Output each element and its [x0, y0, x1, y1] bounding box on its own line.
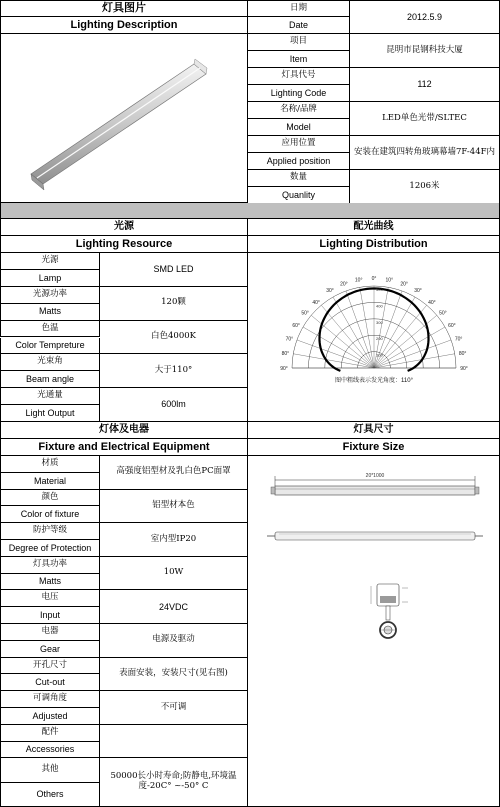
fixture-label-zh: 颜色	[0, 490, 100, 507]
distribution-title-en: Lighting Distribution	[248, 236, 500, 253]
polar-angle-label: 10°	[354, 277, 362, 284]
fixture-label-en: Accessories	[0, 742, 100, 759]
resource-label-zh: 光源	[0, 253, 100, 270]
resource-label-en: Color Tempreture	[0, 338, 100, 355]
resource-label-en: Light Output	[0, 405, 100, 422]
info-value: 1206米	[350, 170, 500, 204]
led-bar-image	[1, 34, 247, 202]
fixture-value: 24VDC	[100, 590, 248, 624]
resource-label-zh: 光通量	[0, 388, 100, 405]
photo-title-zh: 灯具图片	[0, 0, 248, 17]
polar-angle-label: 40°	[427, 300, 436, 307]
bar-side-view	[275, 486, 475, 495]
polar-angle-label: 90°	[459, 366, 468, 372]
fixture-label-en: Degree of Protection	[0, 540, 100, 557]
resource-label-en: Beam angle	[0, 371, 100, 388]
fixture-label-zh: 防护等级	[0, 523, 100, 540]
polar-angle-label: 80°	[281, 351, 289, 358]
fixture-value	[100, 725, 248, 759]
info-label-zh: 应用位置	[248, 136, 350, 153]
resource-label-en: Lamp	[0, 270, 100, 287]
polar-angle-label: 70°	[454, 336, 462, 343]
fixture-value: 铝型材本色	[100, 490, 248, 524]
polar-scale-label: 100	[375, 352, 383, 358]
fixture-label-zh: 灯具功率	[0, 557, 100, 574]
polar-angle-label: 10°	[385, 277, 393, 284]
fixture-value: 不可调	[100, 691, 248, 725]
polar-angle-label: 30°	[413, 287, 422, 294]
fixture-label-en: Adjusted	[0, 708, 100, 725]
size-title-zh: 灯具尺寸	[248, 422, 500, 439]
dimension-drawing	[249, 456, 499, 656]
fixture-label-en: Input	[0, 607, 100, 624]
polar-chart	[249, 253, 499, 421]
polar-scale-label: 300	[375, 319, 383, 325]
resource-label-zh: 色温	[0, 321, 100, 338]
fixture-size-drawing	[248, 456, 500, 807]
distribution-diagram	[248, 253, 500, 422]
section-separator	[0, 203, 500, 219]
fixture-label-en: Others	[0, 783, 100, 807]
info-label-zh: 灯具代号	[248, 68, 350, 85]
fixture-label-zh: 电压	[0, 590, 100, 607]
fixture-value: 表面安装，安装尺寸(见右图)	[100, 658, 248, 692]
polar-angle-label: 20°	[339, 281, 348, 288]
fixture-label-en: Cut-out	[0, 674, 100, 691]
fixture-label-zh: 可调角度	[0, 691, 100, 708]
fixture-label-en: Matts	[0, 574, 100, 591]
size-title-en: Fixture Size	[248, 439, 500, 456]
product-photo	[0, 34, 248, 203]
polar-scale-label: 500	[375, 287, 383, 292]
info-value: LED单色光带/SLTEC	[350, 102, 500, 136]
resource-value: 600lm	[100, 388, 248, 422]
fixture-label-zh: 材质	[0, 456, 100, 473]
distribution-title-zh: 配光曲线	[248, 219, 500, 236]
info-value: 2012.5.9	[350, 0, 500, 34]
info-value: 昆明市昆钢科技大厦	[350, 34, 500, 68]
polar-angle-label: 50°	[300, 310, 309, 317]
fixture-title-zh: 灯体及电器	[0, 422, 248, 439]
fixture-title-en: Fixture and Electrical Equipment	[0, 439, 248, 456]
resource-label-en: Matts	[0, 304, 100, 321]
polar-angle-label: 30°	[325, 287, 334, 294]
info-value: 安装在建筑四转角玻璃幕墙7F-44F内	[350, 136, 500, 170]
fixture-label-zh: 其他	[0, 758, 100, 782]
info-label-zh: 项目	[248, 34, 350, 51]
resource-value: SMD LED	[100, 253, 248, 287]
info-label-en: Lighting Code	[248, 85, 350, 102]
info-label-en: Applied position	[248, 153, 350, 170]
fixture-value: 电源及驱动	[100, 624, 248, 658]
fixture-label-en: Color of fixture	[0, 506, 100, 523]
polar-angle-label: 20°	[399, 281, 408, 288]
resource-label-zh: 光束角	[0, 354, 100, 371]
fixture-value: 50000长小时寿命;防静电,环境温度-20C° ~-50° C	[100, 758, 248, 807]
info-label-zh: 数量	[248, 170, 350, 187]
resource-value: 120颗	[100, 287, 248, 321]
polar-angle-label: 50°	[438, 310, 447, 317]
fixture-label-zh: 配件	[0, 725, 100, 742]
dimension-label: 20*1000	[365, 473, 384, 479]
fixture-label-zh: 电器	[0, 624, 100, 641]
polar-scale-label: 400	[375, 303, 383, 309]
polar-angle-label: 60°	[447, 323, 456, 329]
info-label-en: Quanlity	[248, 187, 350, 204]
resource-value: 白色4000K	[100, 321, 248, 355]
info-label-zh: 日期	[248, 0, 350, 17]
fixture-label-zh: 开孔尺寸	[0, 658, 100, 675]
info-value: 112	[350, 68, 500, 102]
polar-scale-label: 200	[375, 336, 383, 342]
resource-value: 大于110°	[100, 354, 248, 388]
resource-title-en: Lighting Resource	[0, 236, 248, 253]
fixture-value: 室内型IP20	[100, 523, 248, 557]
polar-angle-label: 90°	[279, 366, 288, 372]
fixture-label-en: Material	[0, 473, 100, 490]
polar-angle-label: 70°	[285, 336, 293, 343]
polar-angle-label: 80°	[458, 351, 466, 358]
bar-front-view	[275, 532, 475, 540]
fixture-value: 高强度铝型材及乳白色PC面罩	[100, 456, 248, 490]
mounting-clip-view	[371, 584, 408, 638]
info-label-zh: 名称/品牌	[248, 102, 350, 119]
info-label-en: Model	[248, 119, 350, 136]
polar-caption: 图中粗线表示发光角度：110°	[334, 378, 413, 384]
polar-angle-label: 60°	[291, 323, 300, 329]
fixture-value: 10W	[100, 557, 248, 591]
photo-title-en: Lighting Description	[0, 17, 248, 34]
polar-angle-label: 0°	[371, 276, 376, 282]
fixture-label-en: Gear	[0, 641, 100, 658]
info-label-en: Date	[248, 17, 350, 34]
resource-label-zh: 光源功率	[0, 287, 100, 304]
resource-title-zh: 光源	[0, 219, 248, 236]
polar-angle-label: 40°	[311, 300, 320, 307]
info-label-en: Item	[248, 51, 350, 68]
